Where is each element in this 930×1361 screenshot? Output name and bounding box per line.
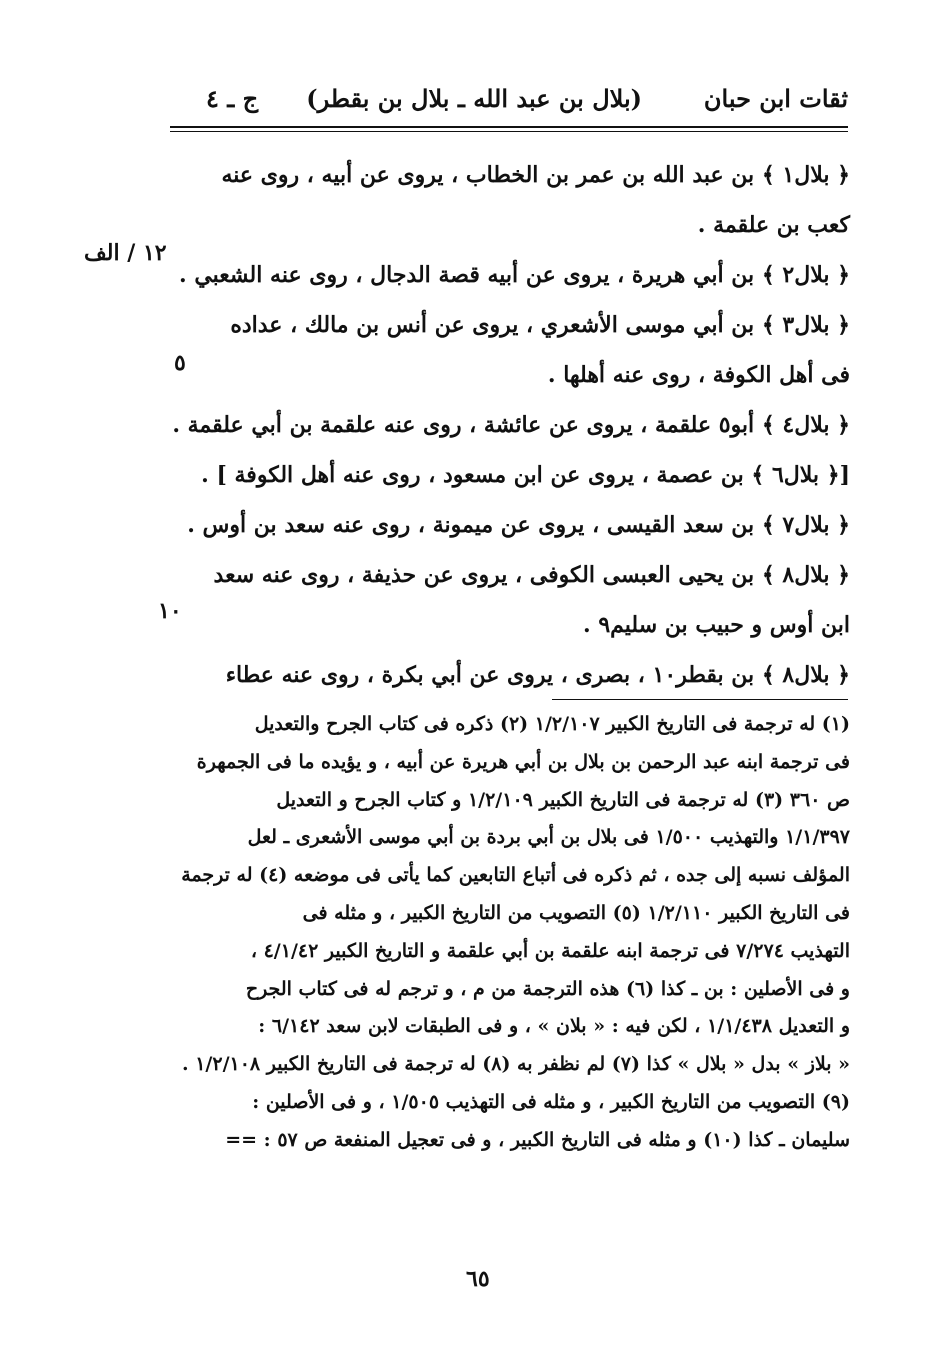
footnote-line: المؤلف نسبه إلى جده ، ثم ذكره فى أتباع التابعين كما يأتى فى موضعه (٤) له ترجمة (181, 864, 850, 887)
text-line: ﴿ بلال٨ ﴾ بن بقطر١٠ ، بصرى ، يروى عن أبي بكرة ، روى عنه عطاء (225, 662, 850, 688)
footnote-line: التهذيب ٧/٢٧٤ فى ترجمة ابنه علقمة بن أبي علقمة و التاريخ الكبير ٤/١/٤٢ ، (250, 939, 850, 962)
footnote-line: « بلاز » بدل « بلال » كذا (٧) لم نظفر به (٨) له ترجمة فى التاريخ الكبير ١/٢/١٠٨ . (181, 1053, 850, 1076)
text-line: ﴿ بلال٧ ﴾ بن سعد القيسى ، يروى عن ميمونة ، روى عنه سعد بن أوس . (187, 512, 850, 538)
text-line: ﴿ بلال٤ ﴾ أبو٥ علقمة ، يروى عن عائشة ، روى عنه علقمة بن أبي علقمة . (172, 412, 850, 438)
volume-label: ج ـ ٤ (206, 84, 259, 113)
text-line: ﴿ بلال١ ﴾ بن عبد الله بن عمر بن الخطاب ، يروى عن أبيه ، روى عنه (221, 162, 850, 188)
footnote-line: و التعديل ١/١/٤٣٨ ، لكن فيه : « بلان » ، و فى الطبقات لابن سعد ٦/١٤٢ : (258, 1015, 850, 1038)
book-title: ثقات ابن حبان (703, 84, 848, 113)
footnotes (181, 706, 850, 1160)
header-rule-thin (170, 131, 848, 132)
footnote-rule (552, 699, 848, 700)
text-line: [﴿ بلال٦ ﴾ بن عصمة ، يروى عن ابن مسعود ، روى عنه أهل الكوفة ] . (201, 462, 850, 488)
footnote-line: ١/١/٣٩٧ والتهذيب ١/٥٠٠ فى بلال بن أبي بردة بن أبي موسى الأشعرى ـ لعل (247, 826, 850, 849)
text-line: ﴿ بلال٣ ﴾ بن أبي موسى الأشعري ، يروى عن أنس بن مالك ، عداده (230, 312, 850, 338)
folio-marker: ١٢ / الف (84, 240, 167, 266)
text-line: ﴿ بلال٨ ﴾ بن يحيى العبسى الكوفى ، يروى عن حذيفة ، روى عنه سعد (213, 562, 850, 588)
line-number-5: ٥ (174, 350, 186, 376)
text-line: ﴿ بلال٢ ﴾ بن أبي هريرة ، يروى عن أبيه قصة الدجال ، روى عنه الشعبي . (179, 262, 850, 288)
page-number: ٦٥ (466, 1266, 490, 1292)
footnote-line: (٩) التصويب من التاريخ الكبير ، و مثله فى التهذيب ١/٥٠٥ ، و فى الأصلين : (252, 1090, 850, 1113)
entry-range: (بلال بن عبد الله ـ بلال بن بقطر) (306, 84, 642, 113)
text-line: كعب بن علقمة . (697, 212, 850, 238)
footnote-line: و فى الأصلين : بن ـ كذا (٦) هذه الترجمة من م ، و ترجم له فى كتاب الجرح (245, 977, 850, 1000)
line-number-10: ١٠ (158, 598, 182, 624)
footnote-line: سليمان ـ كذا (١٠) و مثله فى التاريخ الكبير ، و فى تعجيل المنفعة ص ٥٧ : == (225, 1128, 850, 1151)
text-line: فى أهل الكوفة ، روى عنه أهلها . (547, 362, 850, 388)
header-rule (170, 126, 848, 128)
footnote-line: فى التاريخ الكبير ١/٢/١١٠ (٥) التصويب من التاريخ الكبير ، و مثله فى (302, 901, 850, 924)
running-header (180, 80, 848, 126)
footnote-line: (١) له ترجمة فى التاريخ الكبير ١/٢/١٠٧ (٢) ذكره فى كتاب الجرح والتعديل (254, 713, 850, 735)
footnote-line: ص ٣٦٠ (٣) له ترجمة فى التاريخ الكبير ١/٢/١٠٩ و كتاب الجرح و التعديل (276, 788, 850, 811)
footnote-line: فى ترجمة ابنه عبد الرحمن بن بلال بن أبي هريرة عن أبيه ، و يؤيده ما فى الجمهرة (196, 750, 850, 773)
main-text (172, 150, 850, 700)
text-line: ابن أوس و حبيب بن سليم٩ . (583, 612, 850, 638)
